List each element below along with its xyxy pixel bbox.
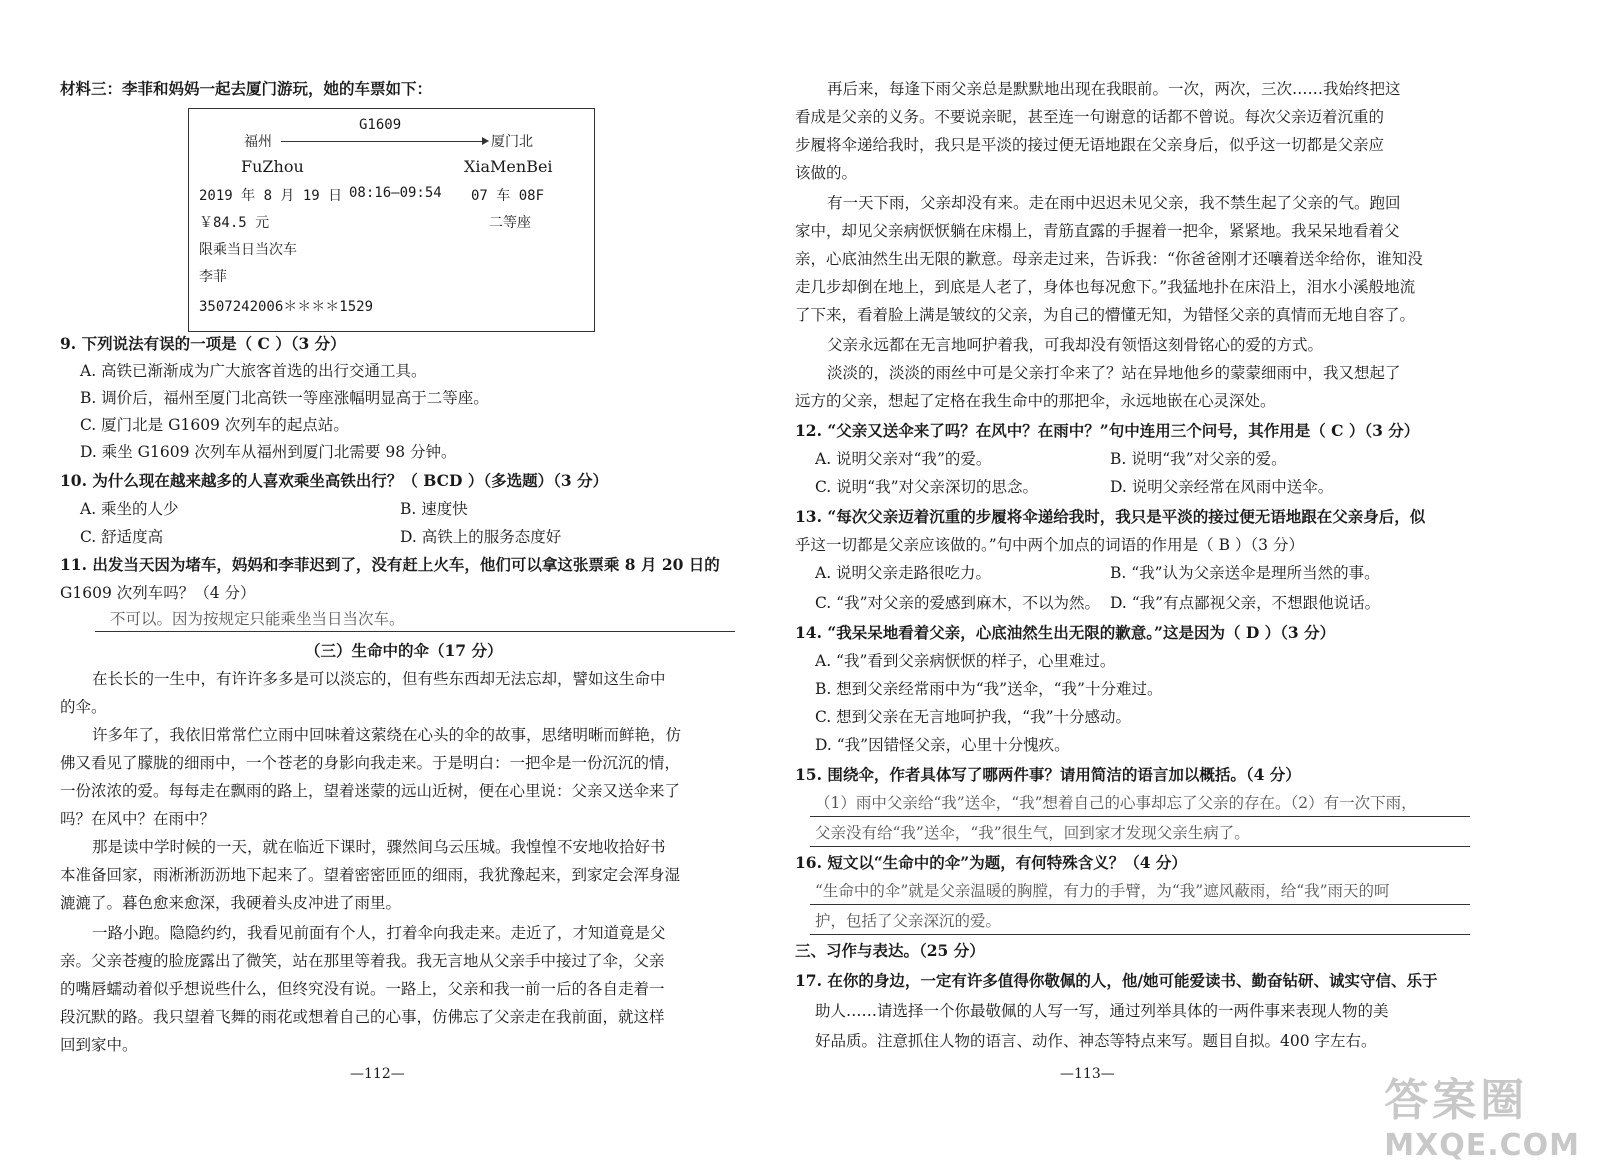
ticket-arrow [281,141,483,142]
q13-text-line2: 乎这一切都是父亲应该做的。”句中两个加点的词语的作用是（ B ）（3 分） [795,536,1304,554]
passage-line: 许多年了，我依旧常常伫立雨中回味着这萦绕在心头的伞的故事，思绪明晰而鲜艳，仿 [92,726,682,744]
passage-line: 段沉默的路。我只望着飞舞的雨花或想着自己的心事，仿佛忘了父亲走在我前面，就这样 [60,1008,665,1026]
q9-text: 9. 下列说法有误的一项是（ C ）（3 分） [60,334,346,353]
q16-answer-line2: 护，包括了父亲深沉的爱。 [815,912,1002,930]
section-writing-title: 三、习作与表达。（25 分） [795,941,985,960]
q9-option-b: B. 调价后，福州至厦门北高铁一等座涨幅明显高于二等座。 [80,389,489,407]
ticket-train: G1609 [359,117,402,133]
q14-option-d: D. “我”因错怪父亲，心里十分愧疚。 [815,736,1070,754]
passage-line: 淡淡的，淡淡的雨丝中可是父亲打伞来了？站在异地他乡的蒙蒙细雨中，我又想起了 [827,364,1401,382]
q15-text: 15. 围绕伞，作者具体写了哪两件事？请用简洁的语言加以概括。（4 分） [795,765,1301,784]
passage-line: 回到家中。 [60,1036,138,1054]
q10-option-a: A. 乘坐的人少 [80,500,179,518]
q13-option-a: A. 说明父亲走路很吃力。 [815,564,992,582]
material3-heading: 材料三：李菲和妈妈一起去厦门游玩，她的车票如下： [60,79,433,98]
watermark-url: MXQE.COM [1384,1128,1580,1163]
q12-option-c: C. 说明“我”对父亲深切的思念。 [815,478,1039,496]
passage-line: 本准备回家，雨淅淅沥沥地下起来了。望着密密匝匝的细雨，我犹豫起来，到家定会浑身湿 [60,866,681,884]
ticket-time: 08:16—09:54 [349,185,442,201]
q14-option-b: B. 想到父亲经常雨中为“我”送伞，“我”十分难过。 [815,680,1163,698]
passage-line: 那是读中学时候的一天，就在临近下课时，骤然间乌云压城。我惶惶不安地收拾好书 [92,838,666,856]
q17-line: 好品质。注意抓住人物的语言、动作、神态等特点来写。题目自拟。400 字左右。 [815,1032,1377,1050]
q17-line: 17. 在你的身边，一定有许多值得你敬佩的人，他/她可能爱读书、勤奋钻研、诚实守信、乐于 [795,971,1438,990]
passage-line: 亲。父亲苍瘦的脸庞露出了微笑，站在那里等着我。我无言地从父亲手中接过了伞，父亲 [60,952,665,970]
q13-option-b: B. “我”认为父亲送伞是理所当然的事。 [1110,564,1380,582]
passage-line: 了下来，看着脸上满是皱纹的父亲，为自己的懵懂无知，为错怪父亲的真情而无地自容了。 [795,306,1416,324]
q10-text: 10. 为什么现在越来越多的人喜欢乘坐高铁出行？（ BCD ）（多选题）（3 分） [60,471,609,490]
passage-line: 亲，心底油然生出无限的歉意。母亲走过来，告诉我：“你爸爸刚才还嚷着送伞给你，谁知没 [795,250,1423,268]
q11-answer-line [95,631,735,632]
passage-line: 一路小跑。隐隐约约，我看见前面有个人，打着伞向我走来。走近了，才知道竟是父 [92,924,666,942]
ticket-id: 3507242006＊＊＊＊1529 [199,299,374,315]
passage-line: 吗？在风中？在雨中？ [60,810,216,828]
ticket-class: 二等座 [489,215,531,231]
passage-line: 佛又看见了朦胧的细雨中，一个苍老的身影向我走来。于是明白：一把伞是一份沉沉的情， [60,754,681,772]
ticket-seat: 07 车 08F [471,188,545,204]
q12-option-a: A. 说明父亲对“我”的爱。 [815,450,992,468]
train-ticket [188,108,595,332]
q9-option-a: A. 高铁已渐渐成为广大旅客首选的出行交通工具。 [80,362,427,380]
q14-option-c: C. 想到父亲在无言地呵护我，“我”十分感动。 [815,708,1132,726]
q11-answer: 不可以。因为按规定只能乘坐当日当次车。 [110,610,405,628]
passage-line: 走几步却倒在地上，到底是人老了，身体也每况愈下。”我猛地扑在床沿上，泪水小溪般地流 [795,278,1416,296]
ticket-to: 厦门北 [491,134,533,150]
q14-text: 14. “我呆呆地看着父亲，心底油然生出无限的歉意。”这是因为（ D ）（3 分） [795,623,1336,642]
q13-option-c: C. “我”对父亲的爱感到麻木，不以为然。 [815,594,1101,612]
passage-line: 漉漉了。暮色愈来愈深，我硬着头皮冲进了雨里。 [60,894,402,912]
passage-line: 远方的父亲，想起了定格在我生命中的那把伞，永远地嵌在心灵深处。 [795,392,1276,410]
q12-option-b: B. 说明“我”对父亲的爱。 [1110,450,1287,468]
q16-answer-rule1 [810,904,1470,905]
watermark-text: 答案圈 [1384,1075,1529,1126]
q9-option-d: D. 乘坐 G1609 次列车从福州到厦门北需要 98 分钟。 [80,443,457,461]
ticket-name: 李菲 [199,269,227,285]
passage-line: 该做的。 [795,164,858,182]
passage-line: 看成是父亲的义务。不要说亲昵，甚至连一句谢意的话都不曾说。每次父亲迈着沉重的 [795,108,1385,126]
q13-text-line1: 13. “每次父亲迈着沉重的步履将伞递给我时，我只是平淡的接过便无语地跟在父亲身后，似 [795,507,1426,526]
ticket-date: 2019 年 8 月 19 日 [199,188,343,204]
passage-line: 再后来，每逢下雨父亲总是默默地出现在我眼前。一次，两次，三次……我始终把这 [827,80,1401,98]
passage-line: 父亲永远都在无言地呵护着我，可我却没有领悟这刻骨铭心的爱的方式。 [827,336,1324,354]
passage-line: 步履将伞递给我时，我只是平淡的接过便无语地跟在父亲身后，似乎这一切都是父亲应 [795,136,1385,154]
section3-title: （三）生命中的伞（17 分） [305,641,503,660]
q16-text: 16. 短文以“生命中的伞”为题，有何特殊含义？（4 分） [795,853,1187,872]
ticket-note: 限乘当日当次车 [199,242,297,258]
arrow-head-icon [482,137,489,145]
q16-answer-rule2 [810,934,1470,935]
q14-option-a: A. “我”看到父亲病恹恹的样子，心里难过。 [815,652,1116,670]
page-number-left: —112— [350,1066,405,1082]
q12-option-d: D. 说明父亲经常在风雨中送伞。 [1110,478,1334,496]
q13-option-d: D. “我”有点鄙视父亲，不想跟他说话。 [1110,594,1381,612]
passage-line: 有一天下雨，父亲却没有来。走在雨中迟迟未见父亲，我不禁生起了父亲的气。跑回 [827,194,1401,212]
ticket-from-pinyin: FuZhou [241,157,304,176]
passage-line: 的嘴唇蠕动着似乎想说些什么，但终究没有说。一路上，父亲和我一前一后的各自走着一 [60,980,665,998]
q15-answer-rule2 [810,846,1470,847]
q11-text-line2: G1609 次列车吗？（4 分） [60,584,256,602]
q15-answer-line2: 父亲没有给“我”送伞，“我”很生气，回到家才发现父亲生病了。 [815,824,1250,842]
passage-line: 的伞。 [60,698,107,716]
watermark-logo [1384,1064,1580,1163]
ticket-to-pinyin: XiaMenBei [464,157,553,176]
q10-option-d: D. 高铁上的服务态度好 [400,528,562,546]
q9-option-c: C. 厦门北是 G1609 次列车的起点站。 [80,416,349,434]
ticket-price: ￥84.5 元 [199,215,270,231]
passage-line: 家中，却见父亲病恹恹躺在床榻上，青筋直露的手握着一把伞，紧紧地。我呆呆地看着父 [795,222,1400,240]
q17-line: 助人……请选择一个你最敬佩的人写一写，通过列举具体的一两件事来表现人物的美 [815,1002,1389,1020]
page-number-right: —113— [1060,1066,1115,1082]
q11-text-line1: 11. 出发当天因为堵车，妈妈和李菲迟到了，没有赶上火车，他们可以拿这张票乘 8 月 20 日的 [60,555,720,574]
passage-line: 在长长的一生中，有许许多多是可以淡忘的，但有些东西却无法忘却，譬如这生命中 [92,670,666,688]
right-page [795,0,1485,1175]
q12-text: 12. “父亲又送伞来了吗？在风中？在雨中？”句中连用三个问号，其作用是（ C ）（3 分） [795,421,1420,440]
ticket-from: 福州 [244,134,272,150]
q15-answer-rule1 [810,816,1470,817]
q10-option-c: C. 舒适度高 [80,528,164,546]
q10-option-b: B. 速度快 [400,500,468,518]
passage-line: 一份浓浓的爱。每每走在飘雨的路上，望着迷蒙的远山近树，便在心里说：父亲又送伞来了 [60,782,681,800]
q15-answer-line1: （1）雨中父亲给“我”送伞，“我”想着自己的心事却忘了父亲的存在。（2）有一次下雨， [815,794,1417,812]
q16-answer-line1: “生命中的伞”就是父亲温暖的胸膛，有力的手臂，为“我”遮风蔽雨，给“我”雨天的呵 [815,882,1390,900]
left-page [60,0,740,1175]
